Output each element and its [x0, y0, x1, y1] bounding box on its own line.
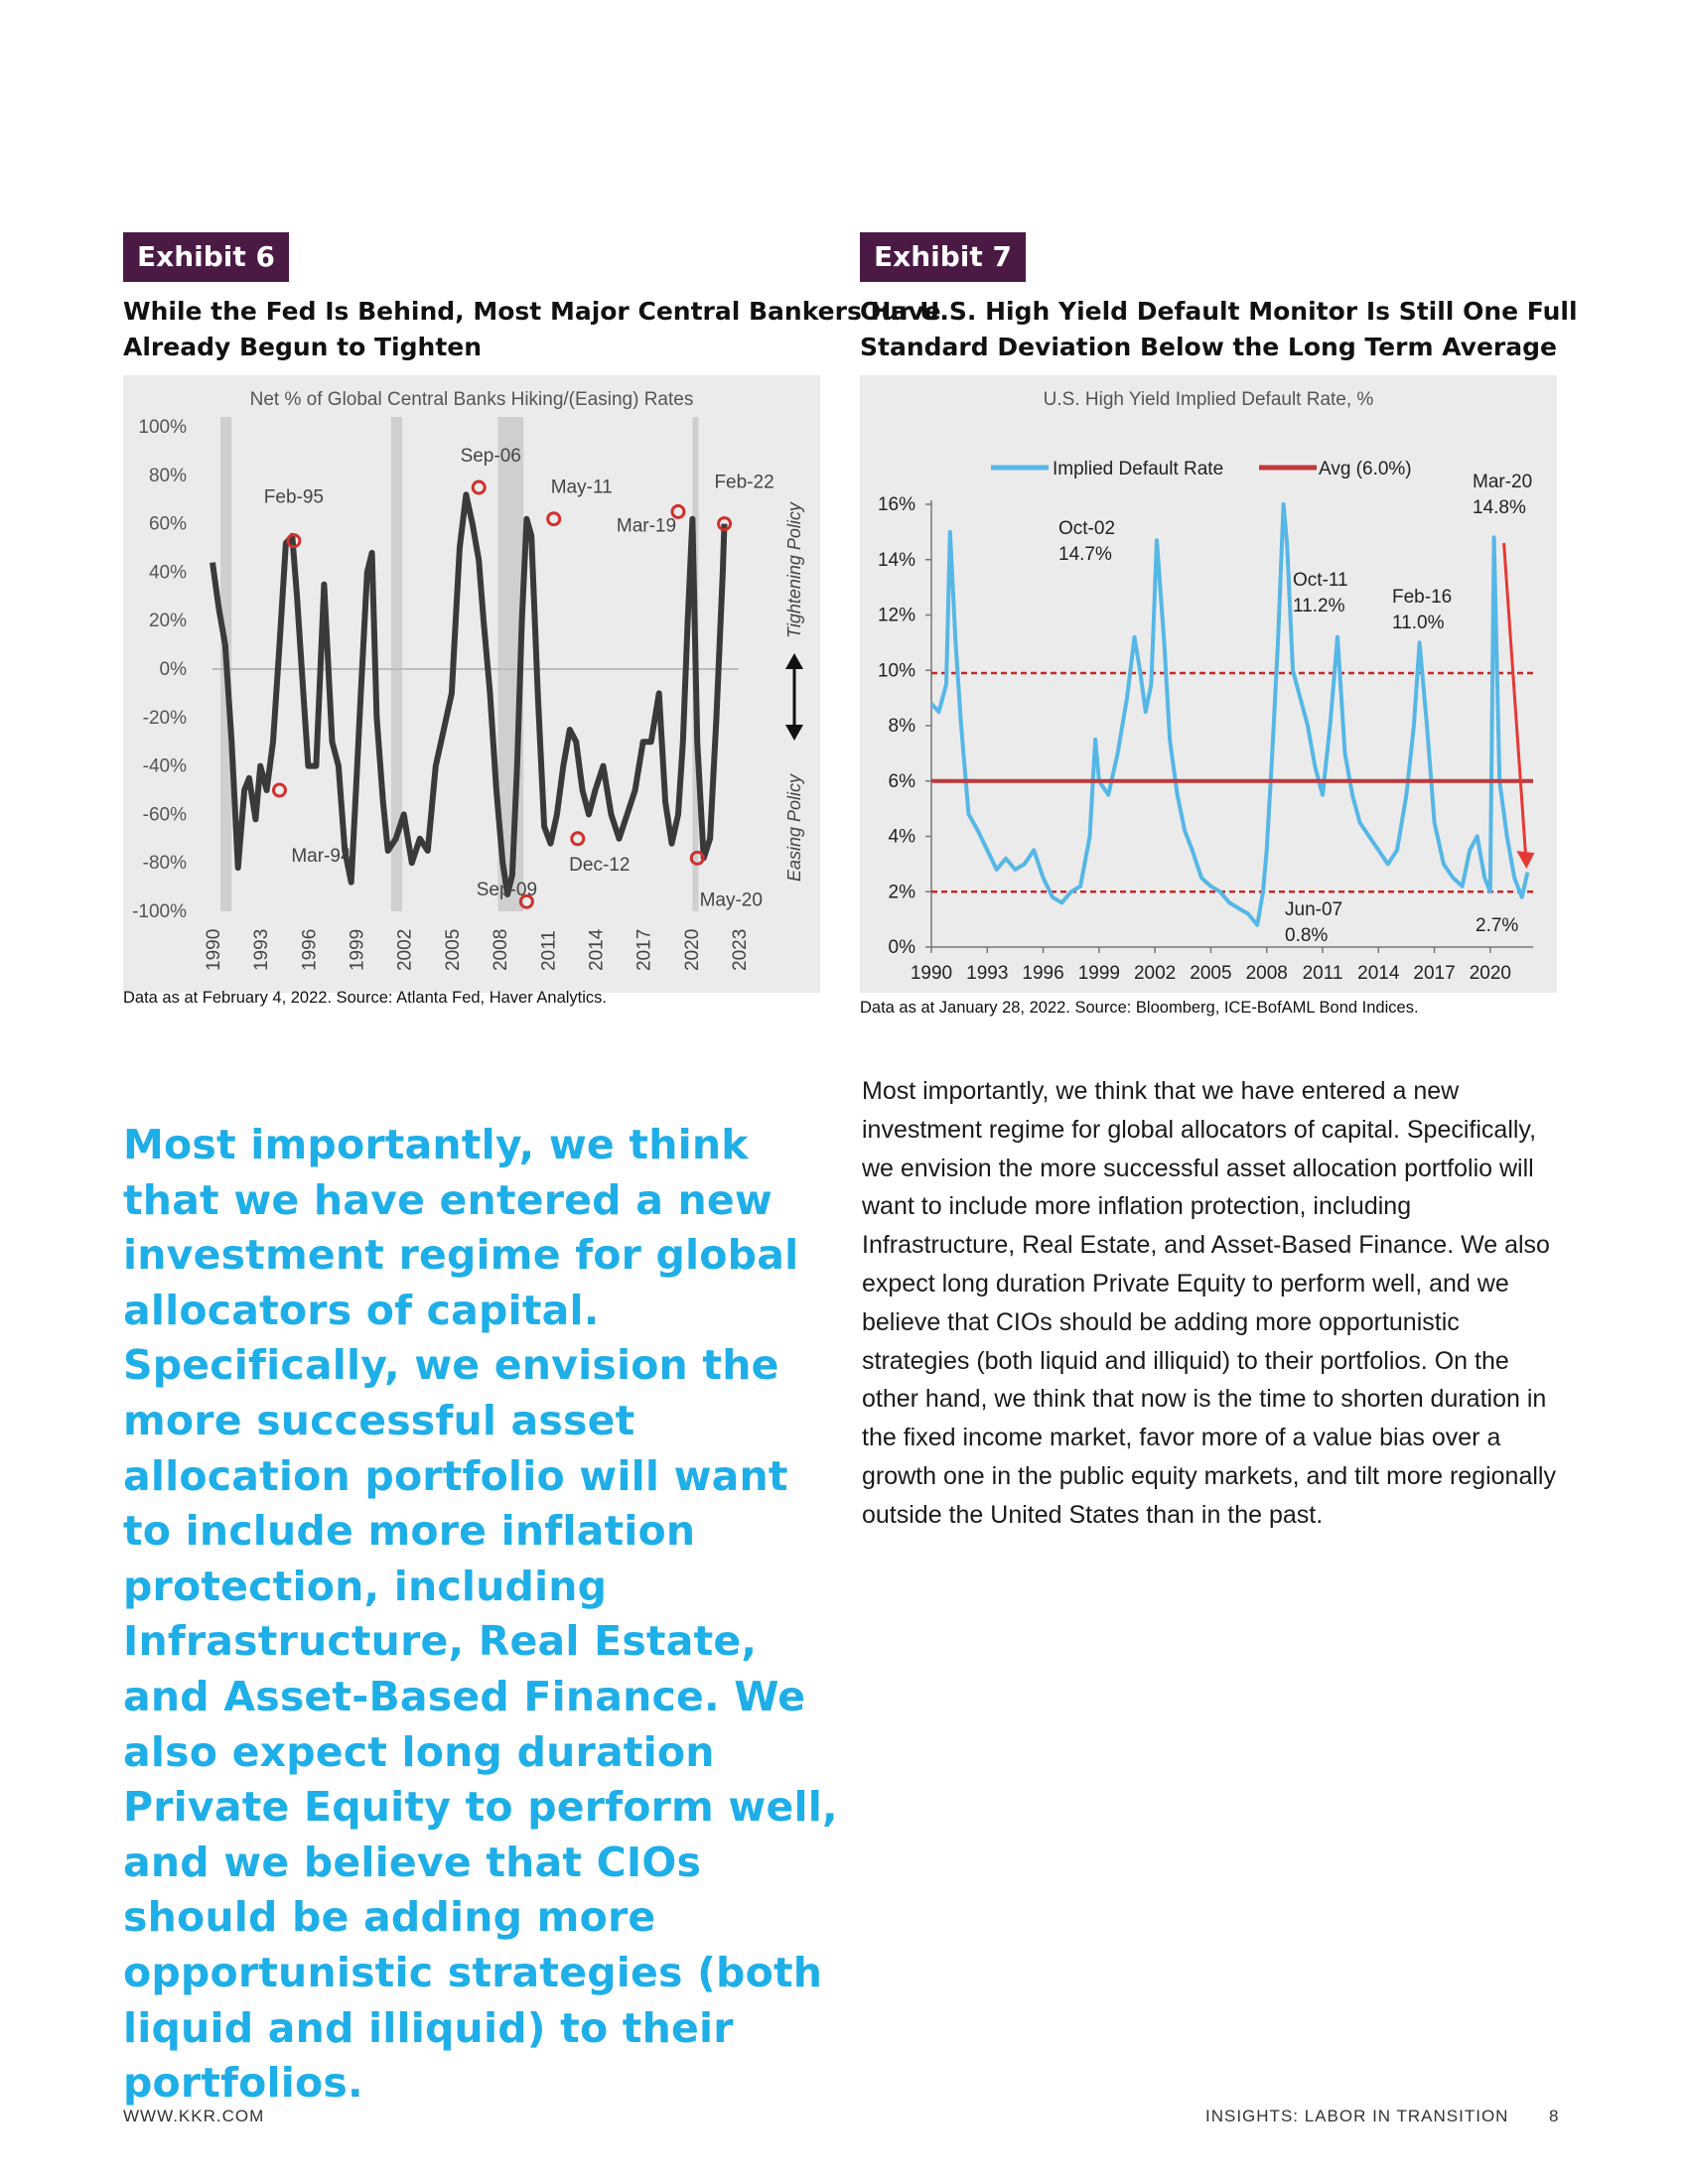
x-tick-label: 2017 [1413, 963, 1456, 984]
exhibit-7-title-line-2: Standard Deviation Below the Long Term Average [860, 333, 1557, 361]
x-tick-label: 2014 [1357, 963, 1400, 984]
y-tick-label: 8% [888, 716, 915, 737]
exhibit-6-title [123, 294, 941, 365]
y-tick-label: -100% [132, 901, 187, 922]
annotation-label: Oct-02 [1058, 518, 1116, 539]
x-tick-label: 1990 [910, 963, 953, 984]
chart-title: U.S. High Yield Implied Default Rate, % [1043, 389, 1374, 410]
y-tick-label: 2% [888, 882, 915, 903]
exhibit-7-title-line-1: Our U.S. High Yield Default Monitor Is Still One Full [860, 297, 1578, 326]
y-tick-label: -80% [142, 853, 187, 875]
annotation-value: 11.0% [1392, 613, 1445, 633]
easing-policy-label: Easing Policy [784, 773, 804, 882]
legend-label-avg: Avg (6.0%) [1319, 459, 1412, 479]
trend-arrow-head [1516, 851, 1534, 869]
x-tick-label: 2002 [394, 928, 416, 971]
exhibit-7-title [860, 294, 1578, 365]
pull-quote: Most importantly, we think that we have entered a new investment regime for global allocators of capital. Specifically, we envision the more successful asset allocation portfolio will want to include more inflation protection, including Infrastructure, Real Estate, and Asset-Based Finance. We also expect long duration Private Equity to perform well, and we believe that CIOs should be adding more opportunistic strategies (both liquid and illiquid) to their portfolios. [123, 1121, 838, 2108]
annotation-value: 2.7% [1476, 915, 1519, 936]
x-tick-label: 1996 [1022, 963, 1064, 984]
policy-arrow-up [785, 653, 803, 669]
annotation-value: 14.7% [1058, 544, 1112, 565]
x-tick-label: 2023 [730, 928, 751, 971]
annotation-label: Mar-19 [616, 515, 677, 537]
annotation-label: Feb-22 [714, 472, 774, 493]
y-tick-label: -40% [142, 755, 187, 777]
annotation-label: Feb-16 [1392, 587, 1453, 608]
x-tick-label: 2011 [1302, 963, 1343, 984]
annotation-label: Sep-06 [460, 446, 521, 467]
annotation-label: May-11 [550, 477, 613, 498]
x-tick-label: 1993 [251, 928, 273, 971]
annotation-label: Mar-94 [291, 846, 352, 867]
exhibit-6-title-line-1: While the Fed Is Behind, Most Major Central Bankers Have [123, 297, 941, 326]
y-tick-label: 6% [888, 770, 915, 792]
series-line [212, 494, 725, 894]
x-tick-label: 1999 [1077, 963, 1120, 984]
exhibit-7-chart-panel [860, 375, 1557, 993]
annotation-label: Jun-07 [1285, 899, 1343, 920]
series-line-implied [931, 504, 1527, 925]
y-tick-label: -60% [142, 804, 187, 826]
annotation-label: Dec-12 [569, 854, 631, 876]
x-tick-label: 1990 [204, 928, 224, 971]
x-tick-label: 2005 [442, 928, 464, 971]
annotation-marker [572, 833, 584, 845]
y-tick-label: 100% [138, 417, 187, 438]
annotation-label: Oct-11 [1293, 570, 1348, 591]
annotation-label: Feb-95 [263, 486, 325, 508]
footer-publication: INSIGHTS: LABOR IN TRANSITION [1205, 2107, 1509, 2125]
y-tick-label: 80% [148, 465, 187, 486]
exhibit-6-source: Data as at February 4, 2022. Source: Atlanta Fed, Haver Analytics. [123, 989, 608, 1007]
y-tick-label: 0% [888, 937, 915, 958]
x-tick-label: 2020 [681, 928, 703, 971]
x-tick-label: 2020 [1469, 963, 1511, 984]
footer-website: WWW.KKR.COM [123, 2107, 265, 2125]
y-tick-label: 14% [877, 549, 915, 571]
annotation-value: 14.8% [1473, 497, 1526, 518]
y-tick-label: 20% [148, 611, 187, 632]
x-tick-label: 2002 [1133, 963, 1177, 984]
y-tick-label: 40% [148, 562, 187, 584]
exhibit-6-chart [123, 375, 820, 993]
y-tick-label: 10% [877, 660, 915, 682]
exhibit-7-chart [860, 375, 1557, 993]
x-tick-label: 1996 [299, 928, 321, 971]
annotation-value: 0.8% [1285, 925, 1329, 946]
trend-arrow-shaft [1504, 543, 1526, 853]
annotation-label: Sep-09 [476, 880, 538, 901]
page-number: 8 [1549, 2107, 1560, 2125]
x-tick-label: 1993 [966, 963, 1009, 984]
annotation-value: 11.2% [1293, 596, 1345, 616]
y-tick-label: 4% [888, 826, 915, 848]
body-paragraph: Most importantly, we think that we have entered a new investment regime for global allocators of capital. Specifically, we envision the more successful asset allocation portfolio will want to include more inflation protection, including Infrastructure, Real Estate, and Asset-Based Finance. We also expect long duration Private Equity to perform well, and we believe that CIOs should be adding more opportunistic strategies (both liquid and illiquid) to their portfolios. On the other hand, we think that now is the time to shorten duration in the fixed income market, favor more of a value bias over a growth one in the public equity markets, and tilt more regionally outside the United States than in the past. [862, 1077, 1556, 1529]
annotation-marker [273, 784, 285, 796]
y-tick-label: 16% [877, 494, 915, 515]
annotation-marker [473, 481, 485, 493]
annotation-label: Mar-20 [1473, 472, 1533, 492]
tightening-policy-label: Tightening Policy [784, 502, 804, 638]
exhibit-7-tag: Exhibit 7 [860, 232, 1026, 282]
x-tick-label: 2005 [1190, 963, 1232, 984]
policy-arrow-down [785, 725, 803, 741]
y-tick-label: -20% [142, 707, 187, 729]
x-tick-label: 2011 [538, 930, 560, 971]
exhibit-7-source: Data as at January 28, 2022. Source: Bloomberg, ICE-BofAML Bond Indices. [860, 999, 1419, 1017]
chart-title: Net % of Global Central Banks Hiking/(Easing) Rates [249, 389, 694, 410]
y-tick-label: 0% [159, 659, 187, 680]
x-tick-label: 1999 [347, 928, 368, 971]
x-tick-label: 2017 [633, 928, 655, 971]
exhibit-6-tag: Exhibit 6 [123, 232, 289, 282]
y-tick-label: 12% [877, 605, 915, 626]
annotation-marker [548, 513, 560, 525]
exhibit-6-chart-panel [123, 375, 820, 993]
exhibit-6-title-line-2: Already Begun to Tighten [123, 333, 483, 361]
x-tick-label: 2014 [586, 928, 608, 971]
x-tick-label: 2008 [491, 928, 512, 971]
legend-label-implied: Implied Default Rate [1053, 459, 1224, 479]
annotation-label: May-20 [699, 889, 763, 911]
y-tick-label: 60% [148, 513, 187, 535]
x-tick-label: 2008 [1245, 963, 1288, 984]
